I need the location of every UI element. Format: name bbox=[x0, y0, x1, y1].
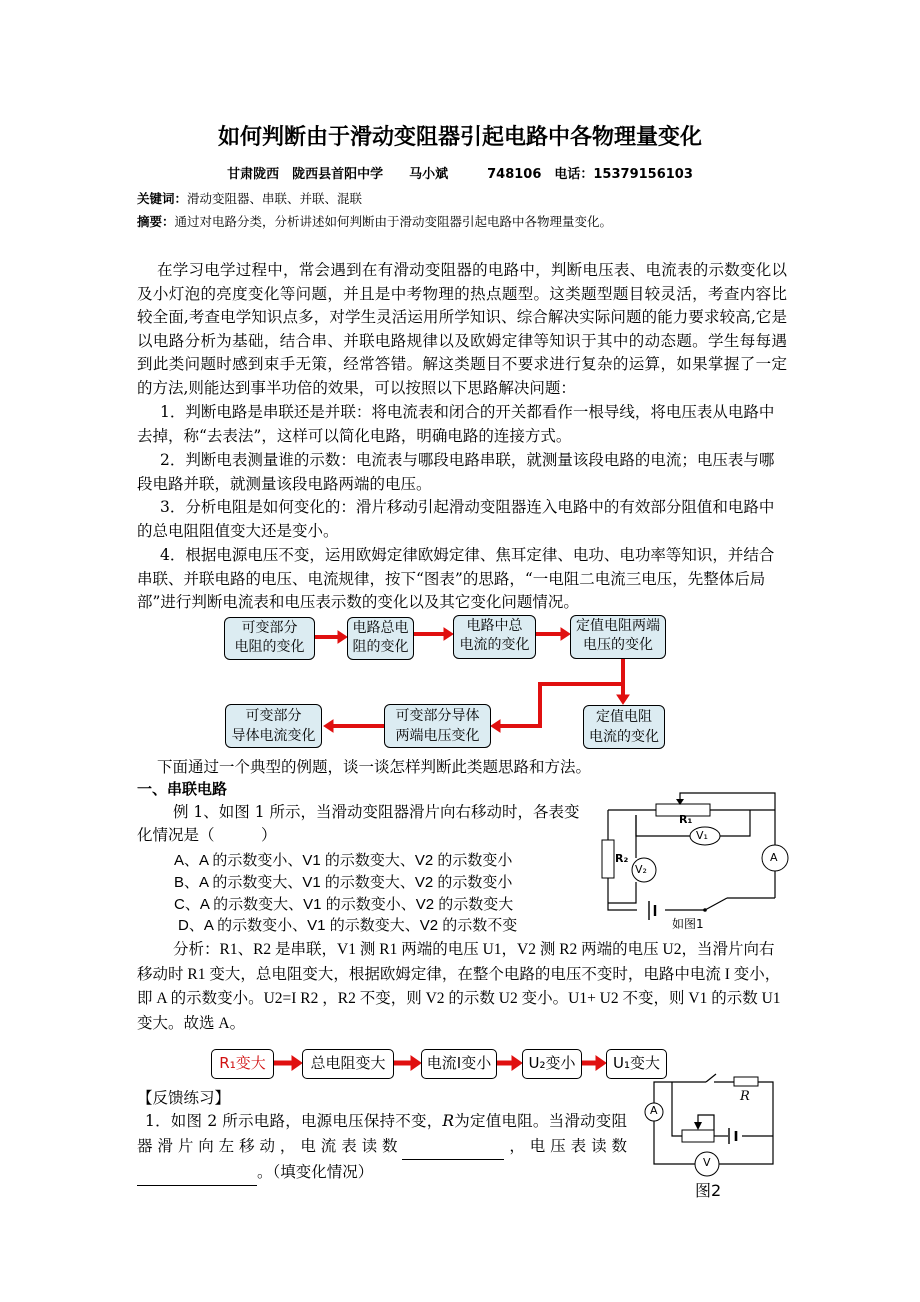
chain-r1-increase: R₁变大 bbox=[211, 1049, 274, 1079]
fig2-r-label: R bbox=[740, 1089, 750, 1104]
flow-text: 可变部分 bbox=[241, 620, 298, 636]
flow-text: 定值电阻 bbox=[596, 709, 652, 725]
chain-current: 电流I变小 bbox=[421, 1049, 497, 1079]
flow-text: 可变部分 bbox=[245, 708, 302, 724]
flow-text: 电路中总 bbox=[466, 618, 523, 634]
fig2-v-label: V bbox=[703, 1156, 711, 1169]
section-heading-series: 一、串联电路 bbox=[137, 780, 228, 798]
chain-u1: U₁变大 bbox=[606, 1049, 667, 1079]
flow-text: 阻的变化 bbox=[352, 639, 409, 655]
flow-text: 电阻的变化 bbox=[234, 639, 305, 655]
chain-u2: U₂变小 bbox=[522, 1049, 582, 1079]
fig1-caption: 如图1 bbox=[672, 917, 704, 931]
abstract-label: 摘要： bbox=[137, 214, 175, 229]
ex1-part-c: ，电压表读数 bbox=[504, 1137, 627, 1155]
analysis-paragraph: 分析：R1、R2 是串联，V1 测 R1 两端的电压 U1，V2 测 R2 两端的电压 U2，当滑片向右移动时 R1 变大，总电阻变大，根据欧姆定律，在整个电路的电压不变时，电路中电流 I 变小，即 A 的示数变小。U2=I R2 ，R2 不变，则 V2 的示数 U2 变小。U1+ U2 不变，则 V1 的示数 U1 变大。故选 A。 bbox=[137, 941, 781, 1032]
intro-paragraph: 在学习电学过程中，常会遇到在有滑动变阻器的电路中，判断电压表、电流表的示数变化以及小灯泡的亮度变化等问题，并且是中考物理的热点题型。这类题型题目较灵活，考查内容比较全面,考查电学知识点多，对学生灵活运用所学知识、综合解决实际问题的能力要求较高,它是以电路分析为基础，结合串、并联电路规律以及欧姆定律等知识于其中的动态题。学生每每遇到此类问题时感到束手无策，经常答错。解这类题目不要求进行复杂的运算，如果掌握了一定的方法,则能达到事半功倍的效果，可以按照以下思路解决问题： bbox=[137, 261, 787, 397]
ex1-part-a: 1．如图 2 所示电路，电源电压保持不变， bbox=[145, 1112, 443, 1130]
ex1-r-symbol: R bbox=[442, 1112, 455, 1130]
option-b: B、A 的示数变大、V1 的示数变大、V2 的示数变小 bbox=[174, 874, 513, 891]
option-c: C、A 的示数变大、V1 的示数变小、V2 的示数变大 bbox=[174, 896, 514, 913]
option-d: D、A 的示数变小、V1 的示数变大、V2 的示数不变 bbox=[178, 917, 518, 934]
feedback-heading: 【反馈练习】 bbox=[137, 1089, 231, 1107]
step-1: 1．判断电路是串联还是并联：将电流表和闭合的开关都看作一根导线，将电压表从电路中去掉，称“去表法”，这样可以简化电路，明确电路的连接方式。 bbox=[137, 403, 775, 445]
ex1-part-b: 为定值电阻。当滑动变阻器滑片向左移动，电流表读数 bbox=[137, 1112, 627, 1155]
flow-text: 电流的变化 bbox=[459, 637, 530, 653]
step-2: 2．判断电表测量谁的示数：电流表与哪段电路串联，就测量该段电路的电流；电压表与哪段电路并联，就测量该段电路两端的电压。 bbox=[137, 451, 775, 493]
step-3: 3．分析电阻是如何变化的：滑片移动引起滑动变阻器连入电路中的有效部分阻值和电路中的总电阻阻值变大还是变小。 bbox=[137, 498, 775, 540]
fig1-r2-label: R₂ bbox=[615, 852, 629, 865]
fig1-a-label: A bbox=[770, 851, 778, 864]
option-a: A、A 的示数变小、V1 的示数变大、V2 的示数变小 bbox=[174, 852, 513, 869]
keywords-text: 滑动变阻器、串联、并联、混联 bbox=[187, 191, 363, 206]
flow-text: 两端电压变化 bbox=[395, 728, 480, 744]
flow-text: 电压的变化 bbox=[583, 637, 653, 653]
fig2-caption: 图2 bbox=[695, 1181, 722, 1200]
fig1-r1-label: R₁ bbox=[679, 813, 693, 826]
abstract-text: 通过对电路分类，分析讲述如何判断由于滑动变阻器引起电路中各物理量变化。 bbox=[174, 214, 613, 229]
author-line: 甘肃陇西 陇西县首阳中学 马小斌 748106 电话：15379156103 bbox=[227, 167, 693, 182]
fig2-a-label: A bbox=[650, 1104, 658, 1117]
example-stem: 例 1、如图 1 所示，当滑动变阻器滑片向右移动时，各表变化情况是（ ） bbox=[137, 803, 580, 844]
ex1-part-d: 。（填变化情况） bbox=[257, 1163, 374, 1181]
flow-text: 导体电流变化 bbox=[231, 728, 316, 744]
fig1-v1-label: V₁ bbox=[696, 829, 708, 842]
flow-text: 可变部分导体 bbox=[395, 708, 480, 724]
flow-text: 定值电阻两端 bbox=[576, 618, 660, 634]
flow-text: 电路总电 bbox=[352, 620, 409, 636]
page-title: 如何判断由于滑动变阻器引起电路中各物理量变化 bbox=[217, 125, 702, 150]
flow-text: 电流的变化 bbox=[589, 729, 659, 745]
keywords-label: 关键词： bbox=[137, 191, 188, 206]
fig1-v2-label: V₂ bbox=[635, 863, 647, 876]
lead-sentence: 下面通过一个典型的例题，谈一谈怎样判断此类题思路和方法。 bbox=[157, 758, 592, 776]
step-4: 4．根据电源电压不变，运用欧姆定律欧姆定律、焦耳定律、电功、电功率等知识，并结合串联、并联电路的电压、电流规律，按下“图表”的思路，“一电阻二电流三电压，先整体后局部”进行判断电流表和电压表示数的变化以及其它变化问题情况。 bbox=[137, 546, 775, 612]
chain-total-resistance: 总电阻变大 bbox=[302, 1049, 394, 1079]
